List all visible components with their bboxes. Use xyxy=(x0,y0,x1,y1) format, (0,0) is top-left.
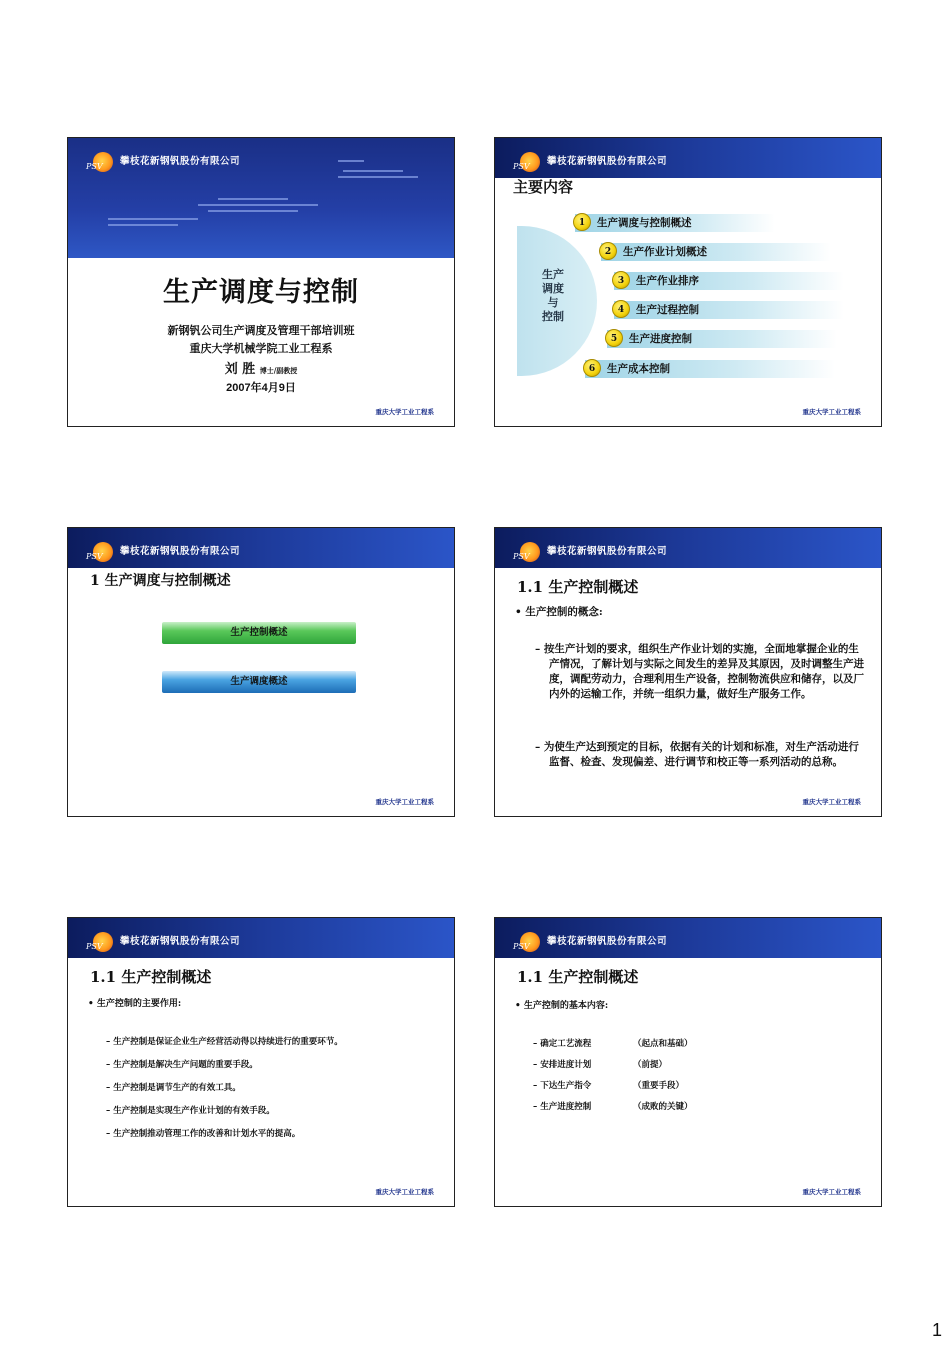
bullet-heading: • 生产控制的主要作用: xyxy=(88,999,182,1009)
role-item-2: – 生产控制是解决生产问题的重要手段。 xyxy=(106,1060,258,1070)
content-item-4-note: （成败的关键） xyxy=(633,1102,693,1112)
slide-title: 1.1 生产控制概述 xyxy=(90,968,212,986)
content-item-3-note: （重要手段） xyxy=(633,1081,685,1091)
slide-footer: 重庆大学工业工程系 xyxy=(375,1189,434,1196)
role-item-3: – 生产控制是调节生产的有效工具。 xyxy=(106,1083,241,1093)
author-title: 博士/副教授 xyxy=(259,366,298,375)
presentation-date: 2007年4月9日 xyxy=(226,382,296,394)
production-control-overview-button[interactable]: 生产控制概述 xyxy=(162,622,356,644)
definition-paragraph-1: – 按生产计划的要求，组织生产作业计划的实施，全面地掌握企业的生产情况，了解计划与实际之间发生的差异及其原因，及时调整生产进度，调配劳动力，合理利用生产设备，控制物流供应和储存，以及厂内外的运输工作，并统一组织力量，做好生产服务工作。 xyxy=(535,643,864,700)
contents-item-1[interactable]: 1 生产调度与控制概述 xyxy=(575,214,775,232)
company-name: 攀枝花新钢钒股份有限公司 xyxy=(547,546,668,557)
slide-5-roles xyxy=(67,917,455,1207)
definition-paragraph-2: – 为使生产达到预定的目标，依据有关的计划和标准，对生产活动进行监督、检查、发现偏差、进行调节和校正等一系列活动的总称。 xyxy=(535,741,859,768)
author-name: 刘 胜 xyxy=(224,362,256,377)
psv-logo-icon: PSV xyxy=(90,932,116,952)
slide-6-contents xyxy=(494,917,882,1207)
content-item-2-note: （前提） xyxy=(633,1060,668,1070)
slide-footer: 重庆大学工业工程系 xyxy=(802,409,861,416)
slide-title: 主要内容 xyxy=(513,178,574,196)
slide-2-contents xyxy=(494,137,882,427)
author-line xyxy=(68,358,454,377)
slide-footer: 重庆大学工业工程系 xyxy=(375,799,434,806)
psv-logo-icon: PSV xyxy=(517,542,543,562)
bullet-heading: • 生产控制的概念: xyxy=(515,606,603,618)
contents-item-5[interactable]: 5 生产进度控制 xyxy=(607,330,837,348)
production-scheduling-overview-button[interactable]: 生产调度概述 xyxy=(162,671,356,693)
course-name: 新钢钒公司生产调度及管理干部培训班 xyxy=(167,324,355,337)
psv-logo-icon: PSV xyxy=(517,152,543,172)
presentation-title: 生产调度与控制 xyxy=(163,277,359,308)
psv-logo-icon: PSV xyxy=(90,152,116,172)
psv-logo-icon: PSV xyxy=(90,542,116,562)
psv-logo-icon: PSV xyxy=(517,932,543,952)
company-name: 攀枝花新钢钒股份有限公司 xyxy=(547,156,668,167)
department-name: 重庆大学机械学院工业工程系 xyxy=(189,342,333,355)
content-item-1-note: （起点和基础） xyxy=(633,1039,693,1049)
role-item-5: – 生产控制推动管理工作的改善和计划水平的提高。 xyxy=(106,1129,301,1139)
contents-item-6[interactable]: 6 生产成本控制 xyxy=(585,360,835,378)
content-item-3: – 下达生产指令 xyxy=(533,1081,592,1091)
slide-4-concept xyxy=(494,527,882,817)
slide-title: 1.1 生产控制概述 xyxy=(517,968,639,986)
company-name: 攀枝花新钢钒股份有限公司 xyxy=(120,936,241,947)
contents-item-4[interactable]: 4 生产过程控制 xyxy=(614,301,844,319)
slide-footer: 重庆大学工业工程系 xyxy=(375,409,434,416)
company-name: 攀枝花新钢钒股份有限公司 xyxy=(120,546,241,557)
contents-center-label: 生产 调度 与 控制 xyxy=(542,268,564,323)
slide-title: 1 生产调度与控制概述 xyxy=(90,573,231,589)
content-item-1: – 确定工艺流程 xyxy=(533,1039,592,1049)
slide-title: 1.1 生产控制概述 xyxy=(517,578,639,596)
slide-footer: 重庆大学工业工程系 xyxy=(802,799,861,806)
slide-3-overview xyxy=(67,527,455,817)
company-name: 攀枝花新钢钒股份有限公司 xyxy=(120,156,241,167)
slide-footer: 重庆大学工业工程系 xyxy=(802,1189,861,1196)
role-item-1: – 生产控制是保证企业生产经营活动得以持续进行的重要环节。 xyxy=(106,1037,343,1047)
content-item-2: – 安排进度计划 xyxy=(533,1060,592,1070)
page-number: 1 xyxy=(931,1320,942,1340)
company-name: 攀枝花新钢钒股份有限公司 xyxy=(547,936,668,947)
contents-item-2[interactable]: 2 生产作业计划概述 xyxy=(601,243,831,261)
role-item-4: – 生产控制是实现生产作业计划的有效手段。 xyxy=(106,1106,275,1116)
contents-item-3[interactable]: 3 生产作业排序 xyxy=(614,272,844,290)
content-item-4: – 生产进度控制 xyxy=(533,1102,592,1112)
slide-1-title xyxy=(67,137,455,427)
bullet-heading: • 生产控制的基本内容: xyxy=(515,1001,609,1011)
